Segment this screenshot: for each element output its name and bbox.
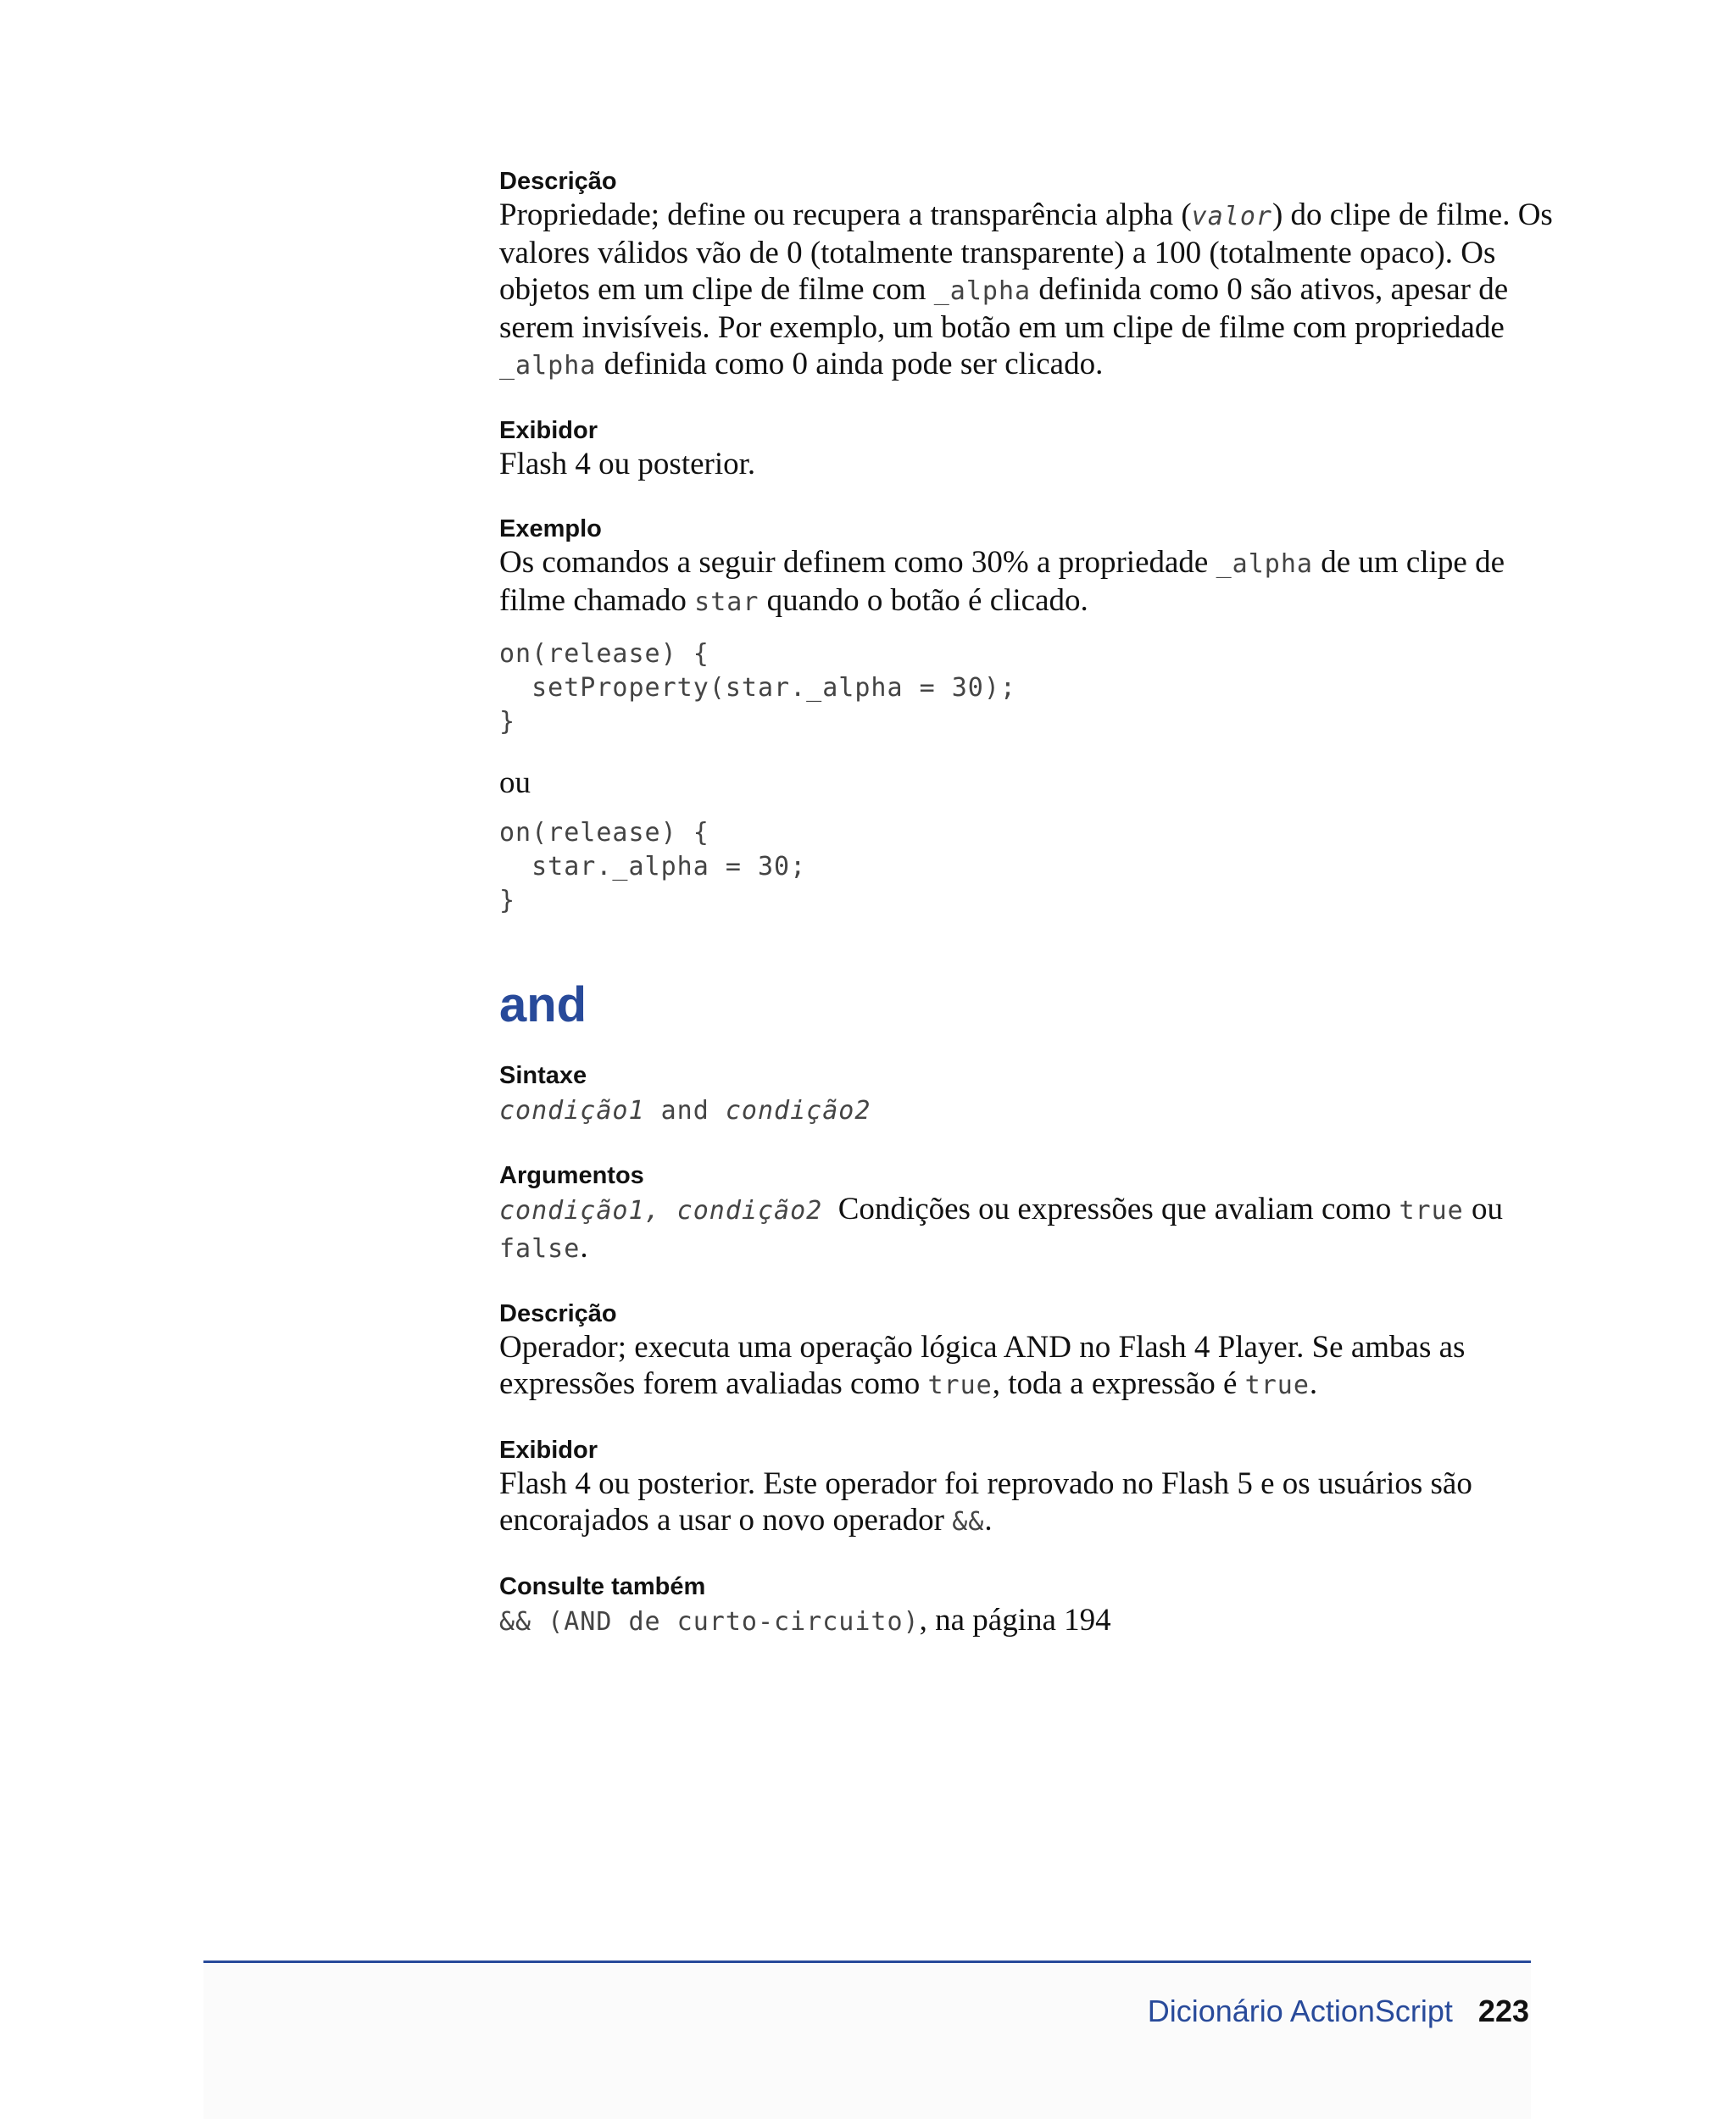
cross-reference-link[interactable]: && (AND de curto-circuito) — [499, 1607, 920, 1637]
descricao-and-text — [499, 1329, 1559, 1404]
code-text: condição2 — [725, 1096, 871, 1126]
text-run: , toda a expressão é — [992, 1366, 1245, 1401]
code-false: false — [499, 1234, 581, 1264]
section-title-and: and — [499, 977, 587, 1032]
text-run: Flash 4 ou posterior. Este operador foi reprovado no Flash 5 e os usuários são encorajados a usar o novo operador — [499, 1466, 1472, 1538]
consulte-heading: Consulte também — [499, 1573, 706, 1600]
text-run: ou — [1463, 1192, 1503, 1226]
code-true: true — [1399, 1196, 1464, 1226]
code-alpha: _alpha — [499, 351, 597, 381]
argumentos-heading: Argumentos — [499, 1162, 644, 1189]
text-run: . — [580, 1230, 588, 1265]
footer-title: Dicionário ActionScript — [1147, 1994, 1453, 2028]
footer-background — [203, 1963, 1531, 2119]
exemplo-heading: Exemplo — [499, 515, 602, 542]
code-and: and — [644, 1096, 726, 1126]
code-text: condição1 — [499, 1096, 645, 1126]
code-star: star — [694, 587, 760, 617]
consulte-text — [499, 1602, 1559, 1640]
code-valor-text: valor — [1191, 202, 1272, 231]
code-alpha: _alpha — [1216, 549, 1313, 579]
code-example-1: on(release) { setProperty(star._alpha = 30); } — [499, 639, 1016, 737]
text-run: quando o botão é clicado. — [759, 583, 1088, 618]
code-true: true — [927, 1371, 993, 1400]
text-run: definida como 0 são ativos, apesar de serem invisíveis. Por exemplo, um botão em um clipe de filme com propriedade — [499, 272, 1509, 345]
text-run: Condições ou expressões que avaliam como — [822, 1192, 1399, 1226]
page-footer — [1148, 1994, 1529, 2029]
code-args — [499, 1196, 822, 1226]
text-run: definida como 0 ainda pode ser clicado. — [596, 347, 1104, 381]
code-text: condição1, condição2 — [499, 1196, 823, 1226]
text-run: Propriedade; define ou recupera a transparência alpha ( — [499, 197, 1192, 232]
exibidor-heading: Exibidor — [499, 417, 598, 444]
footer-rule — [203, 1960, 1531, 1963]
page-content — [499, 166, 1559, 1671]
text-run: ) do clipe de filme. Os valores válidos vão de 0 (totalmente transparente) a 100 (totalmente opaco). Os objetos em um clipe de filme com — [499, 197, 1553, 307]
code-true: true — [1244, 1371, 1310, 1400]
code-operator: && — [952, 1507, 985, 1537]
text-run: de um clipe de filme chamado — [499, 545, 1505, 618]
ou-text: ou — [499, 765, 531, 800]
argumentos-text — [499, 1191, 1559, 1267]
text-run: , na página 194 — [919, 1603, 1111, 1638]
exibidor-and-text — [499, 1466, 1559, 1540]
sintaxe-text — [499, 1091, 1559, 1129]
text-run: Operador; executa uma operação lógica AND no Flash 4 Player. Se ambas as expressões forem avaliadas como — [499, 1330, 1466, 1401]
descricao-and-heading: Descrição — [499, 1300, 617, 1327]
exemplo-text — [499, 544, 1559, 620]
code-condicao2 — [726, 1096, 871, 1126]
descricao-heading: Descrição — [499, 168, 617, 195]
code-condicao1 — [499, 1096, 645, 1126]
text-run: . — [1309, 1366, 1318, 1401]
page-number: 223 — [1477, 1994, 1529, 2028]
descricao-text — [499, 197, 1559, 384]
sintaxe-heading: Sintaxe — [499, 1062, 587, 1089]
code-example-2: on(release) { star._alpha = 30; } — [499, 818, 807, 915]
exibidor-text: Flash 4 ou posterior. — [499, 447, 756, 481]
exibidor-and-heading: Exibidor — [499, 1437, 598, 1464]
text-run: Os comandos a seguir definem como 30% a propriedade — [499, 545, 1216, 580]
code-valor — [1192, 202, 1272, 231]
code-alpha: _alpha — [933, 276, 1032, 306]
text-run: . — [984, 1503, 993, 1538]
